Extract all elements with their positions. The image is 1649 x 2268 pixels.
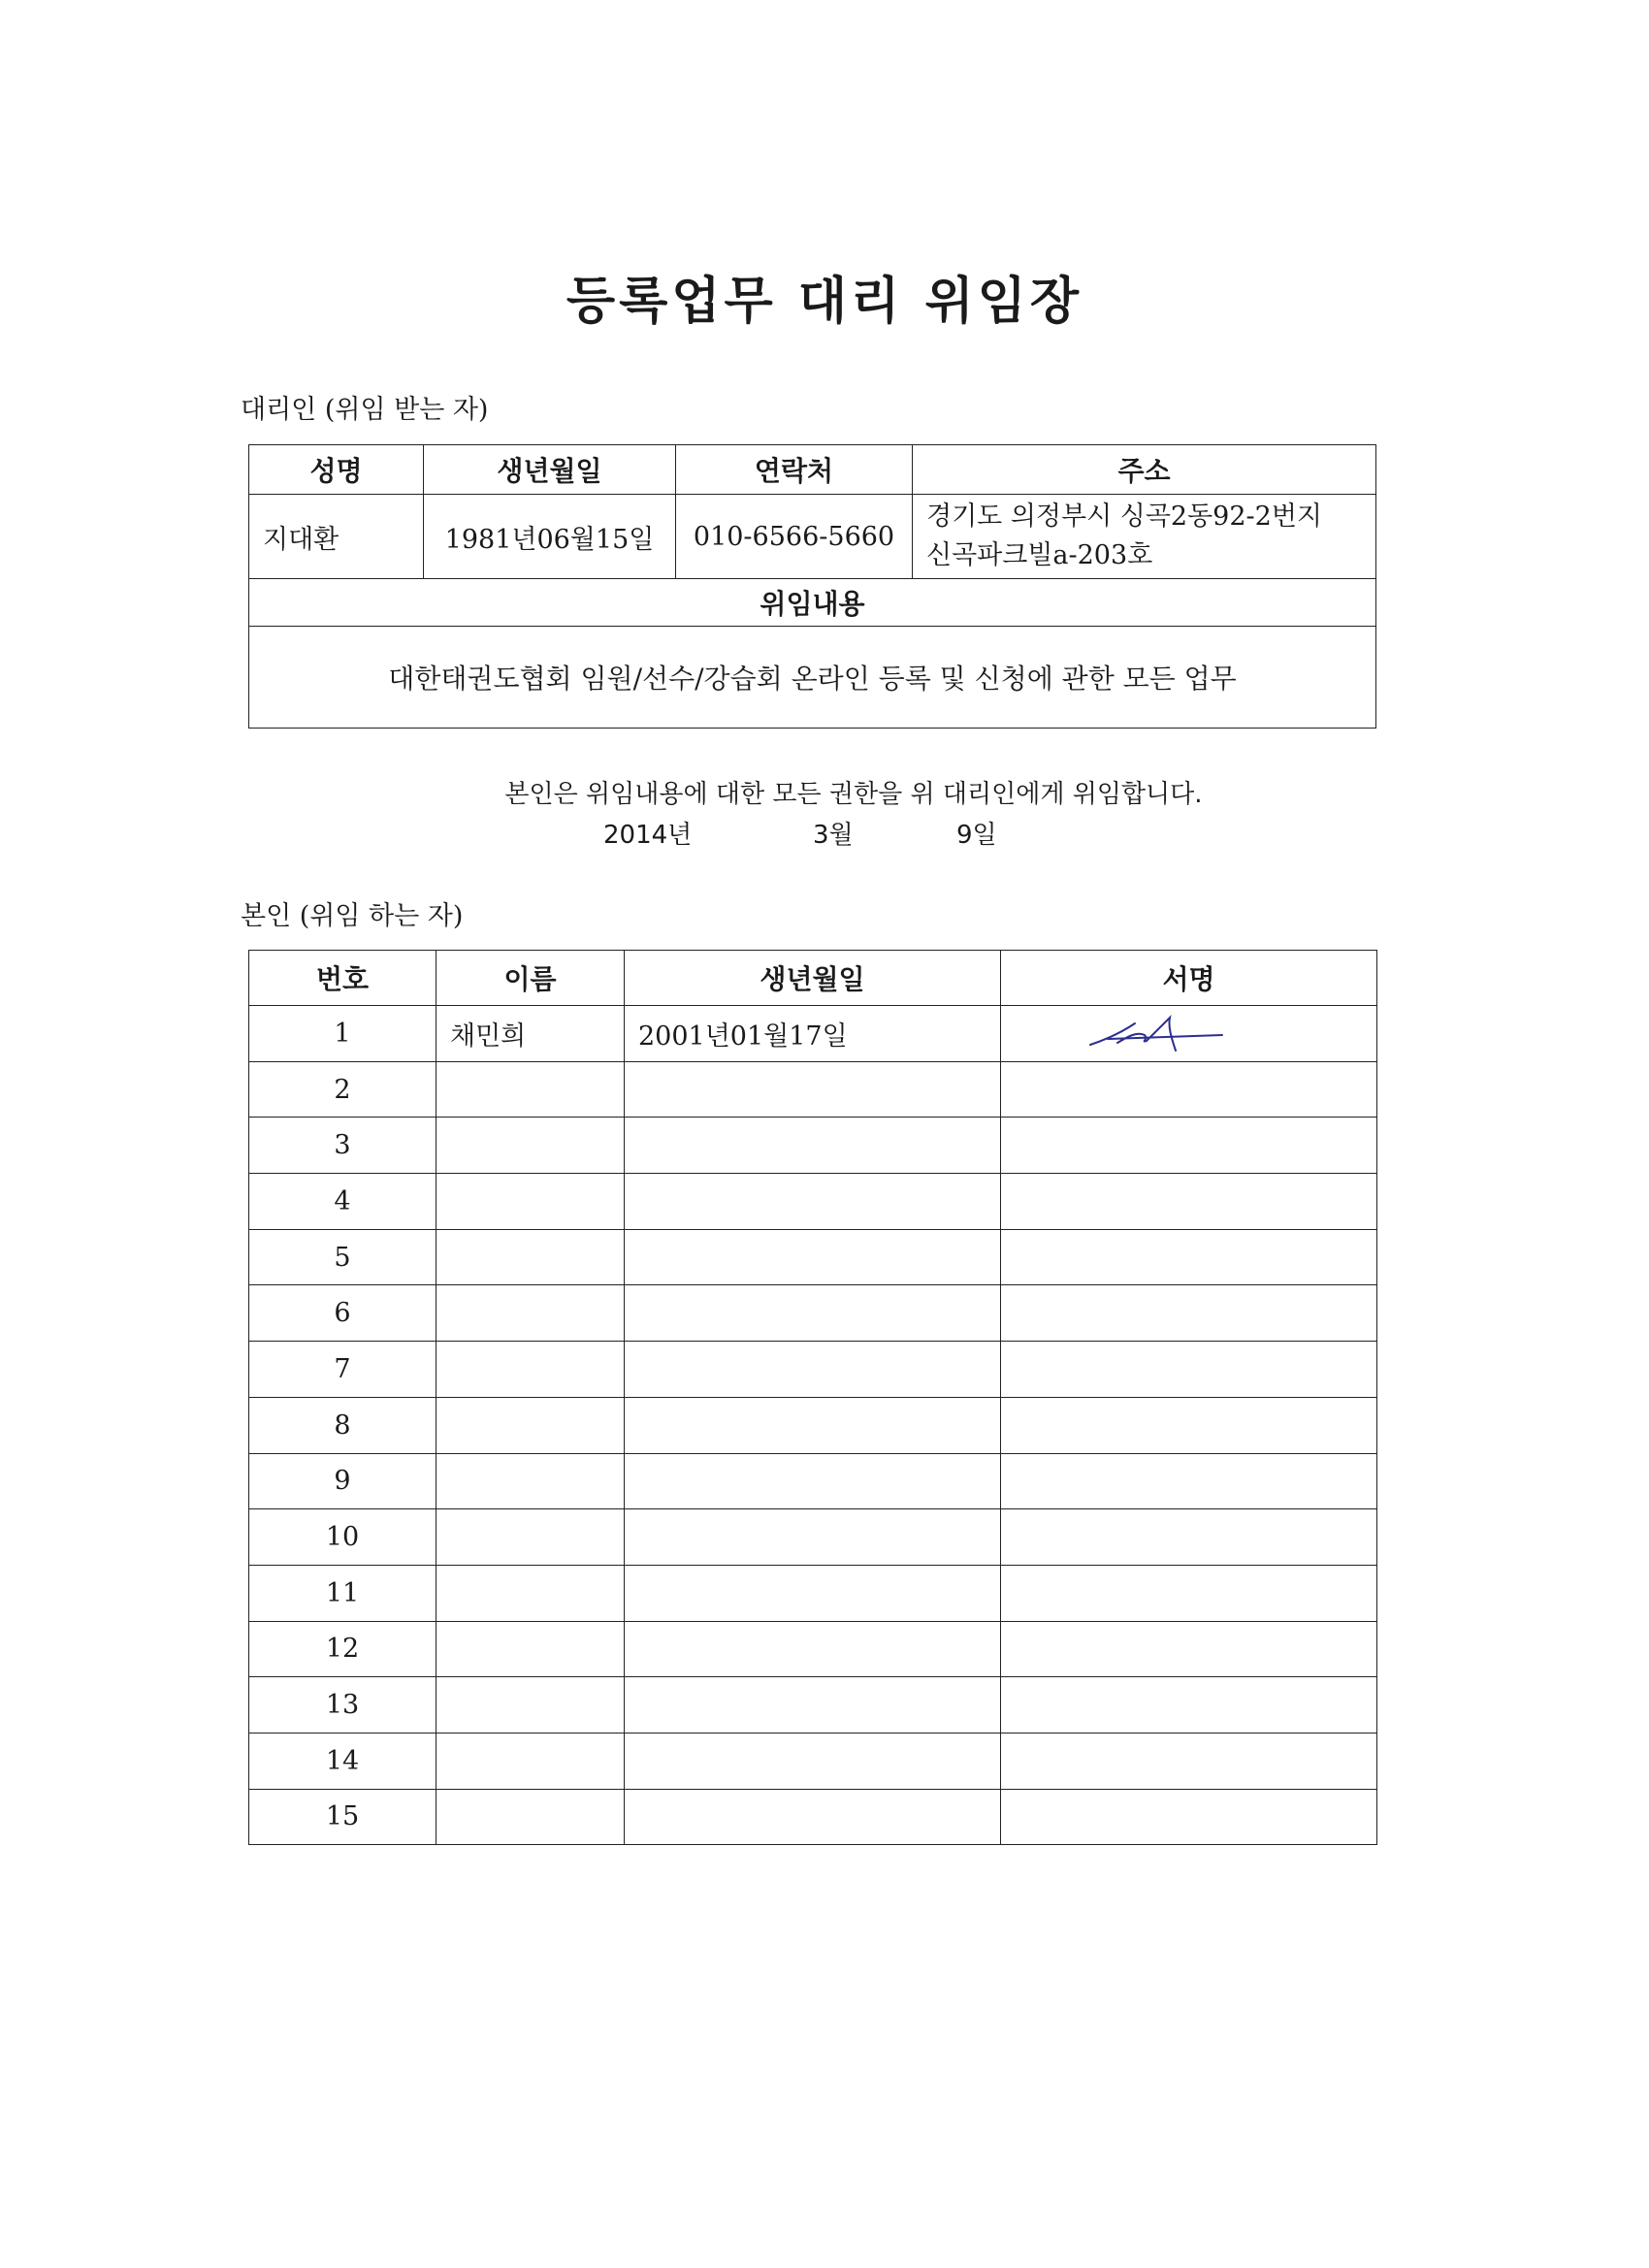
handwritten-signature (1088, 1010, 1234, 1056)
row-signature (1001, 1565, 1377, 1621)
row-name (436, 1342, 625, 1398)
row-birth (625, 1174, 1001, 1230)
row-signature (1001, 1229, 1377, 1285)
row-name: 채민희 (436, 1006, 625, 1062)
row-signature (1001, 1453, 1377, 1509)
row-birth (625, 1118, 1001, 1174)
row-signature (1001, 1677, 1377, 1733)
table-row (249, 1174, 1377, 1230)
delegation-header: 위임내용 (249, 579, 1376, 627)
row-name (436, 1174, 625, 1230)
table-row (249, 1118, 1377, 1174)
principal-table (248, 950, 1377, 1845)
row-signature (1001, 1285, 1377, 1342)
agent-value-row (249, 495, 1376, 579)
row-number: 1 (249, 1006, 436, 1062)
row-birth (625, 1397, 1001, 1453)
date-year: 2014년 (603, 821, 693, 850)
row-number: 13 (249, 1677, 436, 1733)
principal-header-signature: 서명 (1001, 951, 1377, 1006)
row-signature (1001, 1621, 1377, 1677)
row-number: 10 (249, 1509, 436, 1566)
row-birth (625, 1733, 1001, 1789)
row-birth (625, 1229, 1001, 1285)
row-birth (625, 1789, 1001, 1845)
agent-section-label: 대리인 (위임 받는 자) (241, 395, 489, 425)
table-row (249, 1733, 1377, 1789)
agent-header-row (249, 445, 1376, 495)
row-name (436, 1565, 625, 1621)
row-name (436, 1677, 625, 1733)
row-number: 8 (249, 1397, 436, 1453)
principal-rows (249, 1006, 1377, 1845)
row-number: 14 (249, 1733, 436, 1789)
document-title: 등록업무 대리 위임장 (566, 273, 1083, 331)
row-name (436, 1229, 625, 1285)
row-number: 15 (249, 1789, 436, 1845)
delegation-content-row (249, 627, 1376, 729)
row-number: 3 (249, 1118, 436, 1174)
principal-section-label: 본인 (위임 하는 자) (241, 901, 464, 931)
signature-stroke (1090, 1018, 1222, 1051)
row-number: 7 (249, 1342, 436, 1398)
agent-address-line1: 경기도 의정부시 싱곡2동92-2번지 (926, 502, 1322, 532)
row-number: 11 (249, 1565, 436, 1621)
row-birth (625, 1621, 1001, 1677)
agent-header-contact: 연락처 (676, 445, 913, 495)
row-birth (625, 1061, 1001, 1118)
table-row (249, 1285, 1377, 1342)
table-row (249, 1061, 1377, 1118)
row-signature (1001, 1733, 1377, 1789)
row-number: 5 (249, 1229, 436, 1285)
agent-header-address: 주소 (913, 445, 1376, 495)
row-signature (1001, 1342, 1377, 1398)
table-row (249, 1621, 1377, 1677)
row-birth: 2001년01월17일 (625, 1006, 1001, 1062)
principal-header-no: 번호 (249, 951, 436, 1006)
row-name (436, 1621, 625, 1677)
row-name (436, 1118, 625, 1174)
table-row (249, 1789, 1377, 1845)
delegation-header-row (249, 579, 1376, 627)
row-signature (1001, 1118, 1377, 1174)
row-signature (1001, 1006, 1377, 1062)
table-row (249, 1453, 1377, 1509)
agent-address-line2: 신곡파크빌a-203호 (926, 540, 1153, 570)
row-birth (625, 1509, 1001, 1566)
row-name (436, 1509, 625, 1566)
row-signature (1001, 1397, 1377, 1453)
principal-header-birth: 생년월일 (625, 951, 1001, 1006)
agent-address (913, 495, 1376, 579)
table-row (249, 1677, 1377, 1733)
row-number: 4 (249, 1174, 436, 1230)
date-day: 9일 (956, 821, 997, 850)
agent-name: 지대환 (249, 495, 424, 579)
row-birth (625, 1677, 1001, 1733)
row-birth (625, 1565, 1001, 1621)
table-row (249, 1397, 1377, 1453)
delegation-content: 대한태권도협회 임원/선수/강습회 온라인 등록 및 신청에 관한 모든 업무 (249, 627, 1376, 729)
row-name (436, 1453, 625, 1509)
table-row (249, 1006, 1377, 1062)
agent-table (248, 444, 1376, 729)
delegation-statement: 본인은 위임내용에 대한 모든 권한을 위 대리인에게 위임합니다. (504, 780, 1203, 809)
agent-header-birth: 생년월일 (424, 445, 676, 495)
row-birth (625, 1342, 1001, 1398)
table-row (249, 1509, 1377, 1566)
table-row (249, 1342, 1377, 1398)
row-signature (1001, 1789, 1377, 1845)
row-number: 2 (249, 1061, 436, 1118)
agent-header-name: 성명 (249, 445, 424, 495)
row-signature (1001, 1174, 1377, 1230)
agent-birth: 1981년06월15일 (424, 495, 676, 579)
principal-header-name: 이름 (436, 951, 625, 1006)
table-row (249, 1229, 1377, 1285)
row-number: 6 (249, 1285, 436, 1342)
row-birth (625, 1285, 1001, 1342)
row-number: 9 (249, 1453, 436, 1509)
principal-header-row (249, 951, 1377, 1006)
row-name (436, 1061, 625, 1118)
row-number: 12 (249, 1621, 436, 1677)
row-name (436, 1789, 625, 1845)
agent-contact: 010-6566-5660 (676, 495, 913, 579)
row-signature (1001, 1509, 1377, 1566)
date-month: 3월 (813, 821, 854, 850)
row-name (436, 1397, 625, 1453)
row-birth (625, 1453, 1001, 1509)
row-signature (1001, 1061, 1377, 1118)
table-row (249, 1565, 1377, 1621)
row-name (436, 1733, 625, 1789)
row-name (436, 1285, 625, 1342)
